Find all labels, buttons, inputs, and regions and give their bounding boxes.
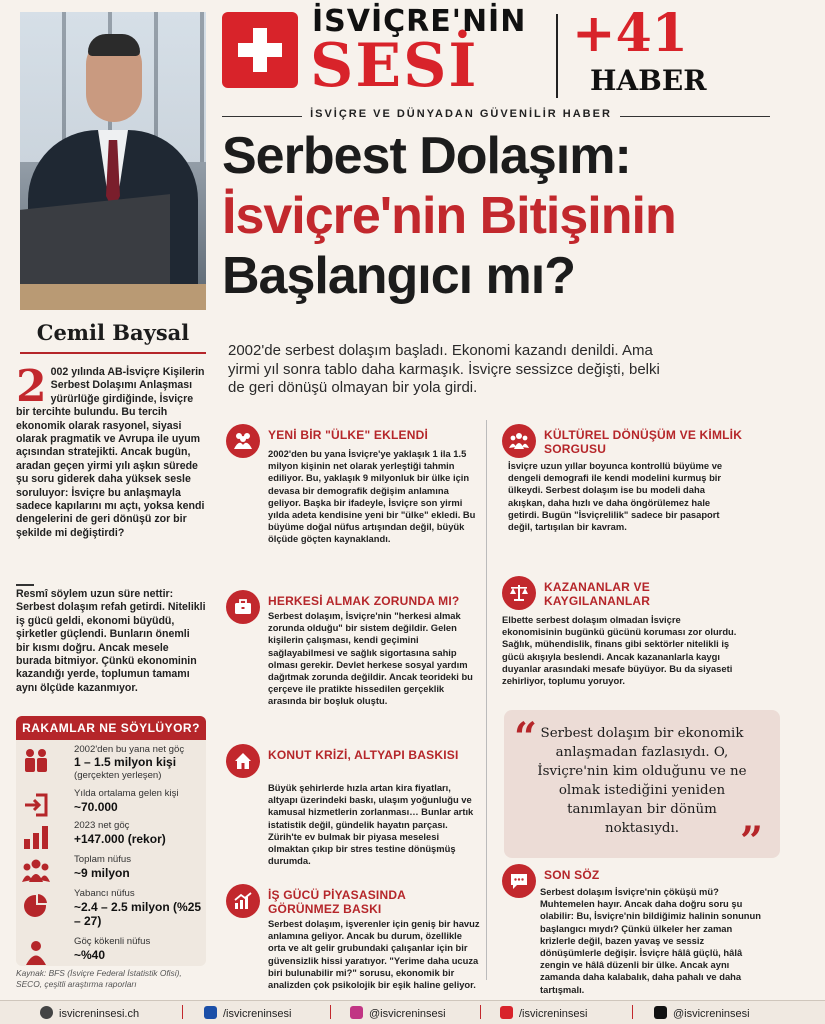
group-icon (502, 424, 536, 458)
author-photo (20, 12, 206, 310)
footer-bar (0, 1000, 825, 1024)
section-body: 2002'den bu yana İsviçre'ye yaklaşık 1 ila 1.5 milyon kişinin net olarak yerleştiği tahmin ediliyor. Bu, yaklaşık 9 milyonluk bir ülke için devasa bir demografik değişim anlamına geliyor. Başka bir ifadeyle, İsviçre son yirmi yılda adeta kendisine yeni bir "ülke" ekledi. Bu büyüme doğal nüfus artışından değil, büyük ölçüde göçten kaynaklandı. (268, 448, 476, 545)
stat-label: Toplam nüfus (74, 854, 132, 865)
section-title: KAZANANLAR VE KAYGILANANLAR (544, 580, 651, 608)
masthead-haber: HABER (590, 64, 707, 97)
swiss-cross-logo (222, 12, 298, 88)
quote-open-mark: “ (514, 714, 538, 761)
section-body: Serbest dolaşım İsviçre'nin çöküşü mü? Muhtemelen hayır. Ancak daha doğru soru şu olabilir: Bu, İsviçre'nin bildiğimiz halinin sonunun başlangıcı mıydı? Çünkü ülkeler her zaman krizlerle değil, bazen yavaş ve sessiz dönüşümlerle değişir. İsviçre hâlâ güçlü, hâlâ zengin ve hâlâ düzenli bir ülke. Ancak aynı zamanda daha kalabalık, daha pahalı ve daha tartışmalı. (540, 886, 761, 995)
footer-x[interactable] (654, 1006, 750, 1020)
lead-paragraph: 2002'de serbest dolaşım başladı. Ekonomi kazandı denildi. Ama yirmi yıl sonra tablo daha karmaşık. İsviçre sessizce değişti, belki de geri dönüşü olmayan bir yola girdi. (228, 342, 660, 396)
footer-instagram[interactable] (350, 1006, 446, 1020)
column-divider (486, 420, 487, 980)
people-icon (226, 424, 260, 458)
footer-facebook[interactable] (204, 1006, 291, 1020)
briefcase-icon (226, 590, 260, 624)
stat-value: ~2.4 – 2.5 milyon (%25 – 27) (74, 900, 202, 928)
section-title: KÜLTÜREL DÖNÜŞÜM VE KİMLİK SORGUSU (544, 428, 743, 456)
headline-line-1: Serbest Dolaşım: (222, 127, 631, 185)
stats-source: Kaynak: BFS (İsviçre Federal İstatistik Ofisi), SECO, çeşitli araştırma raporları (16, 968, 182, 989)
intro-divider (16, 584, 34, 586)
stat-value: ~%40 (74, 948, 106, 962)
author-name: Cemil Baysal (36, 320, 190, 345)
stat-sub: (gerçekten yerleşen) (74, 770, 162, 781)
scales-icon (502, 576, 536, 610)
section-title: İŞ GÜCÜ PİYASASINDA GÖRÜNMEZ BASKI (268, 888, 406, 916)
stats-title: RAKAMLAR NE SÖYLÜYOR? (16, 716, 206, 740)
tagline-rule-right (620, 116, 770, 117)
stat-value: +147.000 (rekor) (74, 832, 166, 846)
footer-x-text: @isvicreninsesi (673, 1008, 750, 1020)
instagram-icon (350, 1006, 363, 1019)
facebook-icon (204, 1006, 217, 1019)
tagline-rule-left (222, 116, 302, 117)
drop-cap: 2 (16, 361, 47, 412)
globe-icon (40, 1006, 53, 1019)
stat-value: 1 – 1.5 milyon kişi (74, 755, 177, 769)
section-title: HERKESİ ALMAK ZORUNDA MI? (268, 594, 460, 608)
tagline: İSVİÇRE VE DÜNYADAN GÜVENİLİR HABER (310, 108, 612, 120)
masthead-sesi: SESİ (310, 31, 479, 101)
section-title: YENİ BİR "ÜLKE" EKLENDİ (268, 428, 428, 442)
pull-quote (504, 710, 780, 865)
masthead-plus41: +41 (572, 3, 688, 64)
group-icon (22, 858, 50, 884)
stats-box (16, 716, 206, 966)
quote-close-mark: ” (740, 818, 764, 865)
masthead-divider (556, 14, 558, 98)
stat-label: Göç kökenli nüfus (74, 936, 151, 947)
stat-label: Yılda ortalama gelen kişi (74, 788, 179, 799)
people-icon (22, 748, 50, 774)
x-icon (654, 1006, 667, 1019)
section-title: SON SÖZ (544, 868, 600, 882)
section-body: Serbest dolaşım, işverenler için geniş bir havuz anlamına geliyor. Ancak bu durum, özellikle orta ve alt gelir grubundaki çalışanlar için bir güvensizlik hissi yaratıyor. "Yerime daha ucuza biri bulunabilir mi?" sorusu, ekonomik bir analizden çok psikolojik bir eşik haline geliyor. (268, 918, 480, 991)
section-body: Elbette serbest dolaşım olmadan İsviçre ekonomisinin bugünkü gücünü koruması zor olurdu. Sağlık, mühendislik, finans gibi sektörler nitelikli iş gücü akışıyla beslendi. Ancak kazananlarla kaygı duyanlar arasındaki mesafe büyüyor. Bu da siyaseti zehirliyor, toplumu yoruyor. (502, 614, 737, 687)
headline (222, 126, 812, 306)
pie-chart-icon (22, 892, 50, 918)
stat-value: ~70.000 (74, 800, 118, 814)
youtube-icon (500, 1006, 513, 1019)
section-body: Serbest dolaşım, İsviçre'nin "herkesi almak zorunda olduğu" bir sistem değildir. Gelen kişilerin çalışması, kendi geçimini sağlayabilmesi ve sağlık sigortasına sahip olması gerekir. Devlet herkese sosyal yardım dağıtmak zorunda değildir. Ancak teorideki bu çerçeve ile pratikte hissedilen gerçeklik arasında bir boşluk oluştu. (268, 610, 473, 707)
intro-text: 002 yılında AB-İsviçre Kişilerin Serbest Dolaşımı Anlaşması yürürlüğe girdiğinde, İsviçre bir tercihte bulundu. Bu tercih ekonomik olarak rasyonel, siyasi olarak pragmatik ve Avrupa ile uyum açısından stratejikti. Ancak bugün, aradan geçen yirmi yılı aşkın sürede şu soru giderek daha yüksek sesle soruluyor: İsviçre bu anlaşmayla sadece kapılarını mı açtı, yoksa kendi dengelerini de geri dönüşü zor bir şekilde mi değiştirdi? (16, 366, 205, 539)
footer-instagram-text: @isvicreninsesi (369, 1008, 446, 1020)
section-body: İsviçre uzun yıllar boyunca kontrollü büyüme ve dengeli demografi ile kendi modelini kurmuş bir ülkeydi. Serbest dolaşım ise bu modeli daha akışkan, daha hızlı ve daha öngörülemez hale getirdi. Bugün "İsviçrelilik" sadece bir pasaport değil, tartışılan bir kavram. (508, 460, 723, 533)
footer-youtube-text: /isvicreninsesi (519, 1008, 588, 1020)
stat-label: 2002'den bu yana net göç (74, 744, 185, 755)
chart-icon (226, 884, 260, 918)
footer-facebook-text: /isvicreninsesi (223, 1008, 292, 1020)
bar-chart-icon (22, 824, 50, 850)
footer-website[interactable] (40, 1006, 139, 1020)
quote-text: Serbest dolaşım bir ekonomik anlaşmadan fazlasıydı. O, İsviçre'nin kim olduğunu ve ne olmak istediğini yeniden tanımlayan bir dönüm noktasıydı. (537, 726, 747, 836)
stat-label: Yabancı nüfus (74, 888, 135, 899)
section-body: Büyük şehirlerde hızla artan kira fiyatları, altyapı üzerindeki baskı, ulaşım yoğunluğu ve kamusal hizmetlerin zorlanması… Bunlar artık istatistik değil, gündelik hayatın parçası. Zürih'te ev bulmak bir piyasa meselesi olmaktan çıkıp bir stres testine dönüşmüş durumda. (268, 782, 474, 867)
headline-line-3: Başlangıcı mı? (222, 247, 575, 305)
intro-paragraph-2: Resmî söylem uzun süre nettir: Serbest dolaşım refah getirdi. Nitelikli iş gücü geldi, ekonomi büyüdü, şirketler güçlendi. Bunların önemli bir kısmı doğru. Ancak mesele burada bitmiyor. Çünkü ekonominin kazandığı yerde, toplumun tamamı aynı ölçüde kazanmıyor. (16, 588, 206, 694)
headline-line-2: İsviçre'nin Bitişinin (222, 187, 676, 245)
masthead-top: İSVİÇRE'NİN (312, 4, 527, 39)
intro-paragraph (16, 361, 206, 540)
section-title: KONUT KRİZİ, ALTYAPI BASKISI (268, 748, 459, 762)
house-icon (226, 744, 260, 778)
author-divider (20, 352, 206, 354)
person-icon (22, 940, 50, 966)
sign-in-icon (22, 792, 50, 818)
footer-youtube[interactable] (500, 1006, 587, 1020)
stat-label: 2023 net göç (74, 820, 130, 831)
stat-value: ~9 milyon (74, 866, 130, 880)
chat-icon (502, 864, 536, 898)
footer-website-text: isvicreninsesi.ch (59, 1008, 140, 1020)
